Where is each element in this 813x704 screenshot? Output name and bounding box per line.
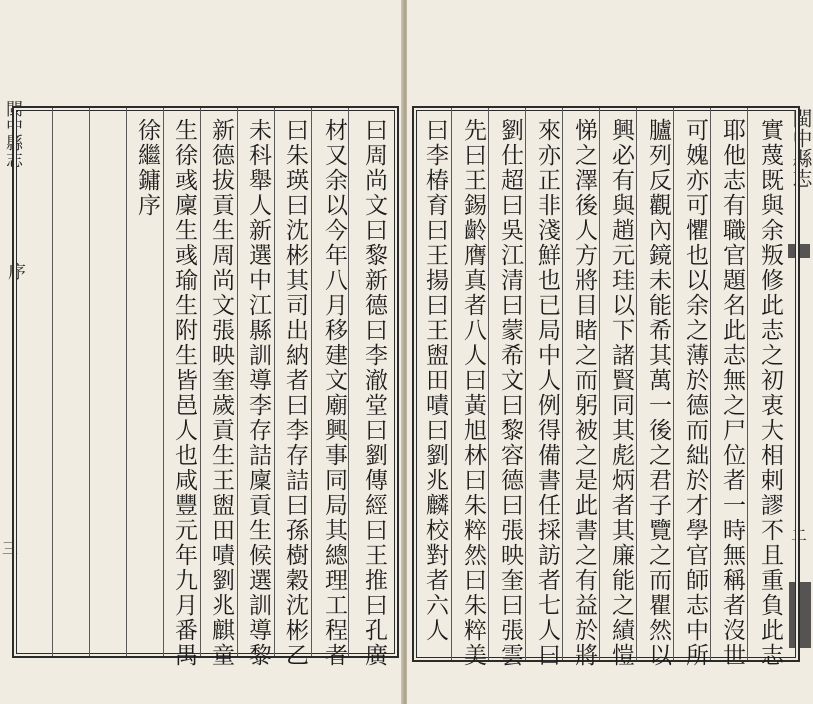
left-column-7: 徐繼鏞序 bbox=[134, 118, 160, 218]
right-column-6: 悌之澤後人方將目睹之而躬被之是此書之有益於將 bbox=[571, 118, 597, 668]
left-column-3: 曰朱瑛曰沈彬其司出納者曰李存詰曰孫樹穀沈彬乙 bbox=[282, 118, 308, 668]
left-column-6: 生徐彧廩生彧瑜生附生皆邑人也咸豐元年九月番禺 bbox=[171, 118, 197, 668]
right-text-frame bbox=[412, 106, 800, 668]
left-leaf-number: 三 bbox=[2, 539, 19, 558]
right-spine-title: 閩中縣志 bbox=[789, 108, 813, 188]
right-column-4: 臚列反觀內鏡未能希其萬一後之君子覽之而瞿然以 bbox=[645, 118, 671, 668]
left-spine-title: 閩中縣志 bbox=[2, 100, 22, 168]
right-column-7: 來亦正非淺鮮也已局中人例得備書任採訪者七人曰 bbox=[534, 118, 560, 668]
left-column-4: 未科舉人新選中江縣訓導李存詰廩貢生候選訓導黎 bbox=[245, 118, 271, 668]
right-column-1: 實蔑既與余叛修此志之初衷大相剌謬不且重負此志 bbox=[757, 118, 783, 668]
right-column-2: 耶他志有職官題名此志無之尸位者一時無稱者沒世 bbox=[719, 118, 745, 668]
left-spine-section: 序 bbox=[5, 262, 26, 280]
left-text-frame bbox=[12, 106, 399, 668]
left-column-5: 新德拔貢生周尚文張映奎歲貢生王盥田嘖劉兆麒童 bbox=[208, 118, 234, 668]
left-column-2: 材又余以今年八月移建文廟興事同局其總理工程者 bbox=[321, 118, 347, 668]
right-column-8: 劉仕超曰吳江清曰蒙希文曰黎容德曰張映奎曰張雲 bbox=[497, 118, 523, 668]
right-column-3: 可媿亦可懼也以余之薄於德而絀於才學官師志中所 bbox=[682, 118, 708, 668]
left-column-1: 曰周尚文曰黎新德曰李澈堂曰劉傳經曰王推曰孔廣 bbox=[361, 118, 387, 668]
right-page bbox=[407, 0, 813, 704]
right-column-9: 先曰王錫齡膺真者八人曰黃旭林曰朱粹然曰朱粹美 bbox=[460, 118, 486, 668]
right-leaf-number: 二 bbox=[791, 526, 808, 545]
right-column-10: 曰李椿育曰王揚曰王盥田嘖曰劉兆麟校對者六人 bbox=[422, 118, 448, 643]
right-column-5: 興必有與趙元珪以下諸賢同其彪炳者其廉能之績愷 bbox=[608, 118, 634, 668]
left-page bbox=[0, 0, 403, 704]
